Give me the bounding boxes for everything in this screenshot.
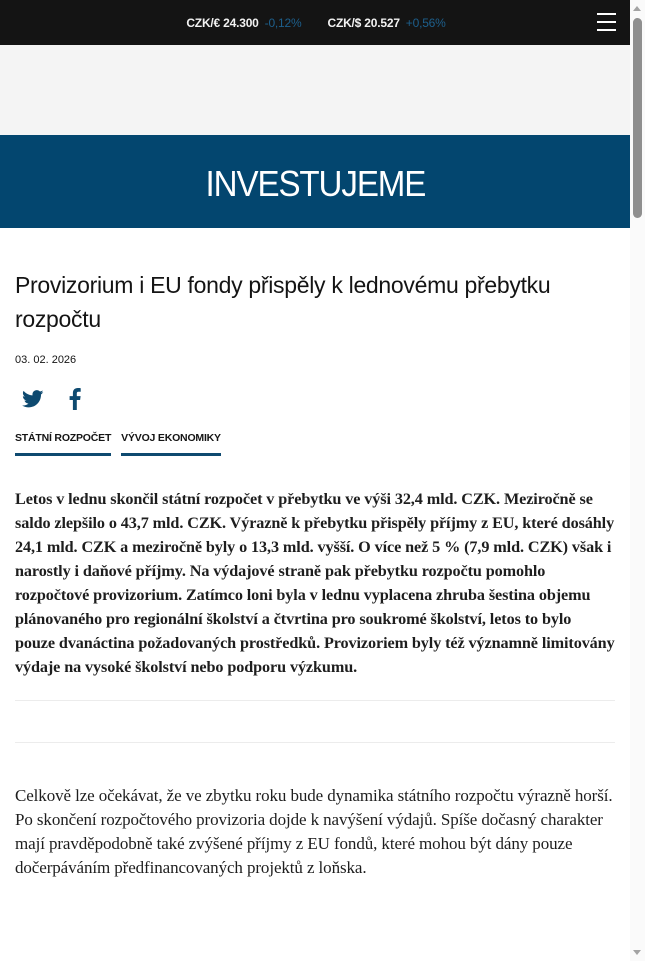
hamburger-icon[interactable]: [597, 13, 616, 31]
rate-eur-change: -0,12%: [264, 15, 302, 30]
divider: [15, 742, 615, 743]
top-bar: [0, 0, 630, 45]
share-buttons: [15, 384, 615, 414]
section-title: INVESTUJEME: [205, 162, 425, 204]
rate-usd-change: +0,56%: [405, 15, 446, 30]
facebook-f-glyph: [69, 388, 81, 410]
scroll-up-arrow-icon[interactable]: [633, 6, 641, 11]
facebook-icon[interactable]: [64, 388, 86, 410]
section-banner: [0, 135, 630, 228]
twitter-icon[interactable]: [22, 388, 44, 410]
divider: [15, 700, 615, 701]
hamburger-line: [597, 29, 616, 31]
twitter-bird-glyph: [22, 390, 44, 408]
article: [0, 268, 630, 880]
rate-usd: [327, 16, 445, 30]
ad-space: [0, 45, 630, 135]
hamburger-line: [597, 21, 616, 23]
hamburger-line: [597, 13, 616, 15]
article-body-paragraph: Celkově lze očekávat, že ve zbytku roku bude dynamika státního rozpočtu výrazně horší. Po skončení rozpočtového provizoria dojde k navýšení výdajů. Spíše dočasný charakter mají pravděpodobně také zvýšené příjmy z EU fondů, které mohou být dány pouze dočerpáváním předfinancovaných projektů z loňska.: [15, 786, 613, 877]
vertical-scrollbar[interactable]: [630, 0, 645, 961]
article-lead: Letos v lednu skončil státní rozpočet v přebytku ve výši 32,4 mld. CZK. Meziročně se saldo zlepšilo o 43,7 mld. CZK. Výrazně k přebytku přispěly příjmy z EU, které dosáhly 24,1 mld. CZK a meziročně byly o 13,3 mld. vyšší. O více než 5 % (7,9 mld. CZK) však i narostly i daňové příjmy. Na výdajové straně pak přebytku rozpočtu pomohlo rozpočtové provizorium. Zatímco loni byla v lednu vyplacena zhruba šestina objemu plánovaného pro regionální školství a čtvrtina pro soukromé školství, letos to bylo pouze dvanáctina požadovaných prostředků. Provizoriem byly též významně limitovány výdaje na vysoké školství nebo podporu výzkumu.: [15, 490, 615, 676]
article-date: 03. 02. 2026: [15, 354, 77, 366]
tag-vyvoj-ekonomiky[interactable]: VÝVOJ EKONOMIKY: [121, 432, 221, 456]
exchange-rates: [186, 16, 445, 30]
article-tags: [15, 432, 615, 456]
scroll-thumb[interactable]: [633, 18, 642, 218]
tag-statni-rozpocet[interactable]: STÁTNÍ ROZPOČET: [15, 432, 111, 456]
rate-usd-value: CZK/$ 20.527: [327, 15, 400, 30]
rate-eur-value: CZK/€ 24.300: [186, 15, 259, 30]
scroll-down-arrow-icon[interactable]: [633, 950, 641, 955]
article-headline: Provizorium i EU fondy přispěly k lednovému přebytku rozpočtu: [15, 272, 551, 332]
rate-eur: [186, 16, 301, 30]
